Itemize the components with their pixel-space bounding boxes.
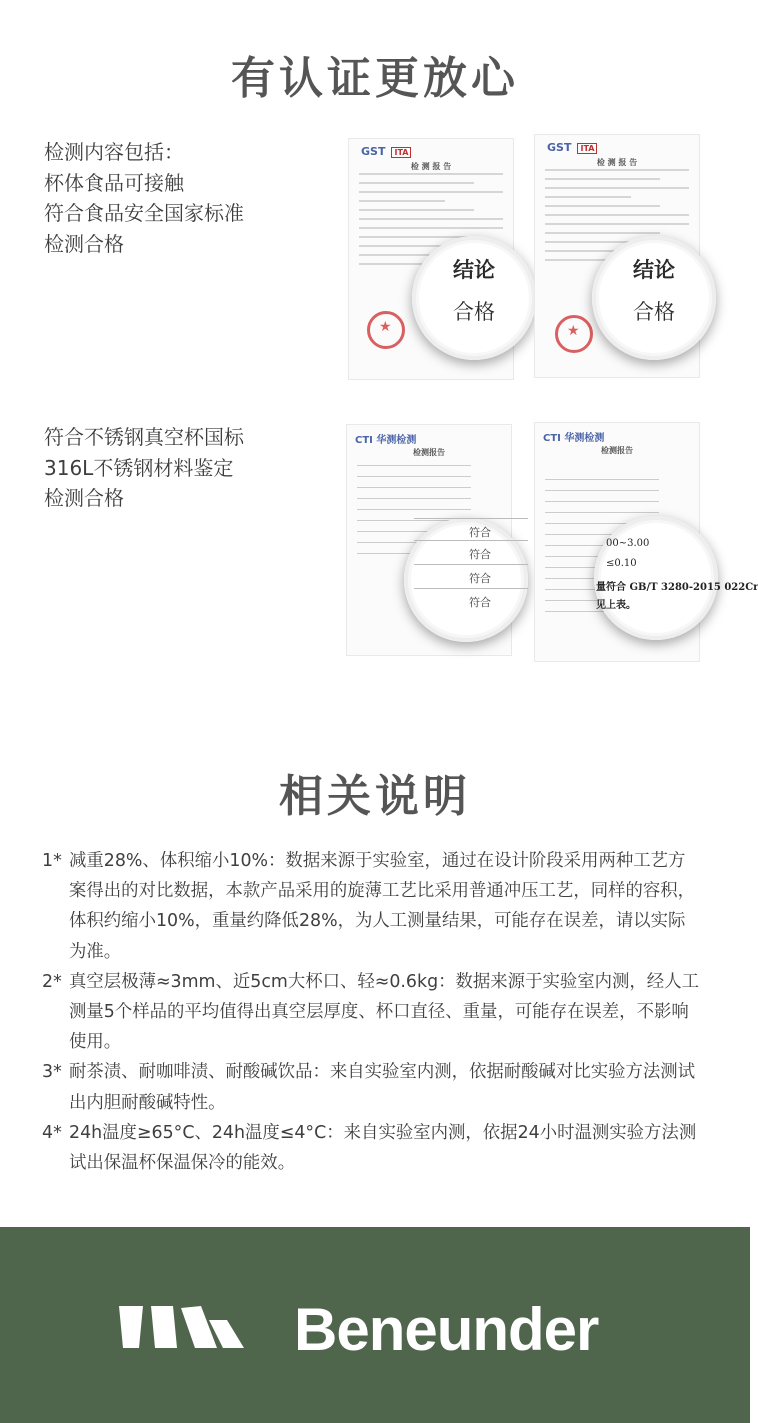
note-number: 4* xyxy=(42,1122,62,1143)
cert-1-line: 符合食品安全国家标准 xyxy=(44,201,244,225)
brand-logo-icon xyxy=(117,1302,247,1350)
lens-row-result: 符合 xyxy=(414,564,528,589)
note-number: 1* xyxy=(42,851,62,871)
cert-1-line: 杯体食品可接触 xyxy=(44,170,184,195)
cert-1-line: 检测合格 xyxy=(44,231,124,256)
magnifier-table-2 xyxy=(594,516,758,640)
lens-label-conclusion: 结论 xyxy=(633,258,675,282)
note-item xyxy=(42,846,702,967)
red-seal-stamp xyxy=(367,311,405,349)
note-item xyxy=(42,1118,702,1178)
note-number: 2* xyxy=(42,971,62,992)
note-item xyxy=(42,967,702,1058)
note-text: 耐茶渍、耐咖啡渍、耐酸碱饮品：来自实验室内测，依据耐酸碱对比实验方法测试出内胆耐酸碱特性。 xyxy=(69,1062,696,1113)
report-brand: CTI 华测检测 xyxy=(543,433,605,444)
report-doc-title: 检测报告 xyxy=(413,448,445,457)
certification-title: 有认证更放心 xyxy=(231,53,519,104)
magnifier-conclusion-2 xyxy=(592,236,716,360)
report-badge: ITA xyxy=(391,147,411,158)
notes-list xyxy=(42,846,702,1178)
lens-label-conclusion: 结论 xyxy=(453,258,495,282)
brand-wordmark: Beneunder xyxy=(294,1296,599,1363)
cert-2-description xyxy=(44,422,244,514)
note-text: 减重28%、体积缩小10%：数据来源于实验室，通过在设计阶段采用两种工艺方案得出的对比数据，本款产品采用的旋薄工艺比采用普通冲压工艺，同样的容积，体积约缩小10%，重量约降低28%，为人工测量结果，可能存在误差，请以实际为准。 xyxy=(69,851,696,962)
report-brand: CTI 华测检测 xyxy=(355,435,417,446)
lens-text-standard: 量符合 GB/T 3280-2015 022Cr xyxy=(596,582,758,593)
report-doc-title: 检 测 报 告 xyxy=(410,162,452,171)
notes-title: 相关说明 xyxy=(279,771,471,822)
cert-1-line: 检测内容包括： xyxy=(44,140,184,164)
lens-row-result: 符合 xyxy=(414,588,528,613)
lens-text-limit: ≤0.10 xyxy=(606,558,637,569)
magnifier-conclusion-1 xyxy=(412,236,536,360)
cert-2-line: 检测合格 xyxy=(44,486,124,510)
cert-2-line: 316L不锈钢材料鉴定 xyxy=(44,455,234,480)
lens-row-result: 符合 xyxy=(414,540,528,565)
cert-1-description xyxy=(44,137,244,259)
magnifier-table-1 xyxy=(404,518,528,642)
brand-footer xyxy=(0,1227,750,1423)
report-brand: GST xyxy=(547,141,572,154)
note-text: 24h温度≥65°C、24h温度≤4°C：来自实验室内测，依据24小时温测实验方法测试出保温杯保温保冷的能效。 xyxy=(69,1122,697,1174)
note-number: 3* xyxy=(42,1062,62,1083)
note-text: 真空层极薄≈3mm、近5cm大杯口、轻≈0.6kg：数据来源于实验室内测，经人工测量5个样品的平均值得出真空层厚度、杯口直径、重量，可能存在误差，不影响使用。 xyxy=(69,971,699,1053)
report-doc-title: 检测报告 xyxy=(601,446,633,455)
report-doc-title: 检 测 报 告 xyxy=(596,158,638,167)
lens-label-pass: 合格 xyxy=(633,300,675,324)
report-brand: GST xyxy=(361,145,386,158)
red-seal-stamp xyxy=(555,315,593,353)
lens-row-result: 符合 xyxy=(414,518,528,543)
cert-2-line: 符合不锈钢真空杯国标 xyxy=(44,425,244,449)
lens-text-range: 00~3.00 xyxy=(606,538,650,549)
lens-text-note: 见上表。 xyxy=(596,600,636,611)
note-item xyxy=(42,1057,702,1117)
report-badge: ITA xyxy=(577,143,597,154)
lens-label-pass: 合格 xyxy=(453,300,495,324)
